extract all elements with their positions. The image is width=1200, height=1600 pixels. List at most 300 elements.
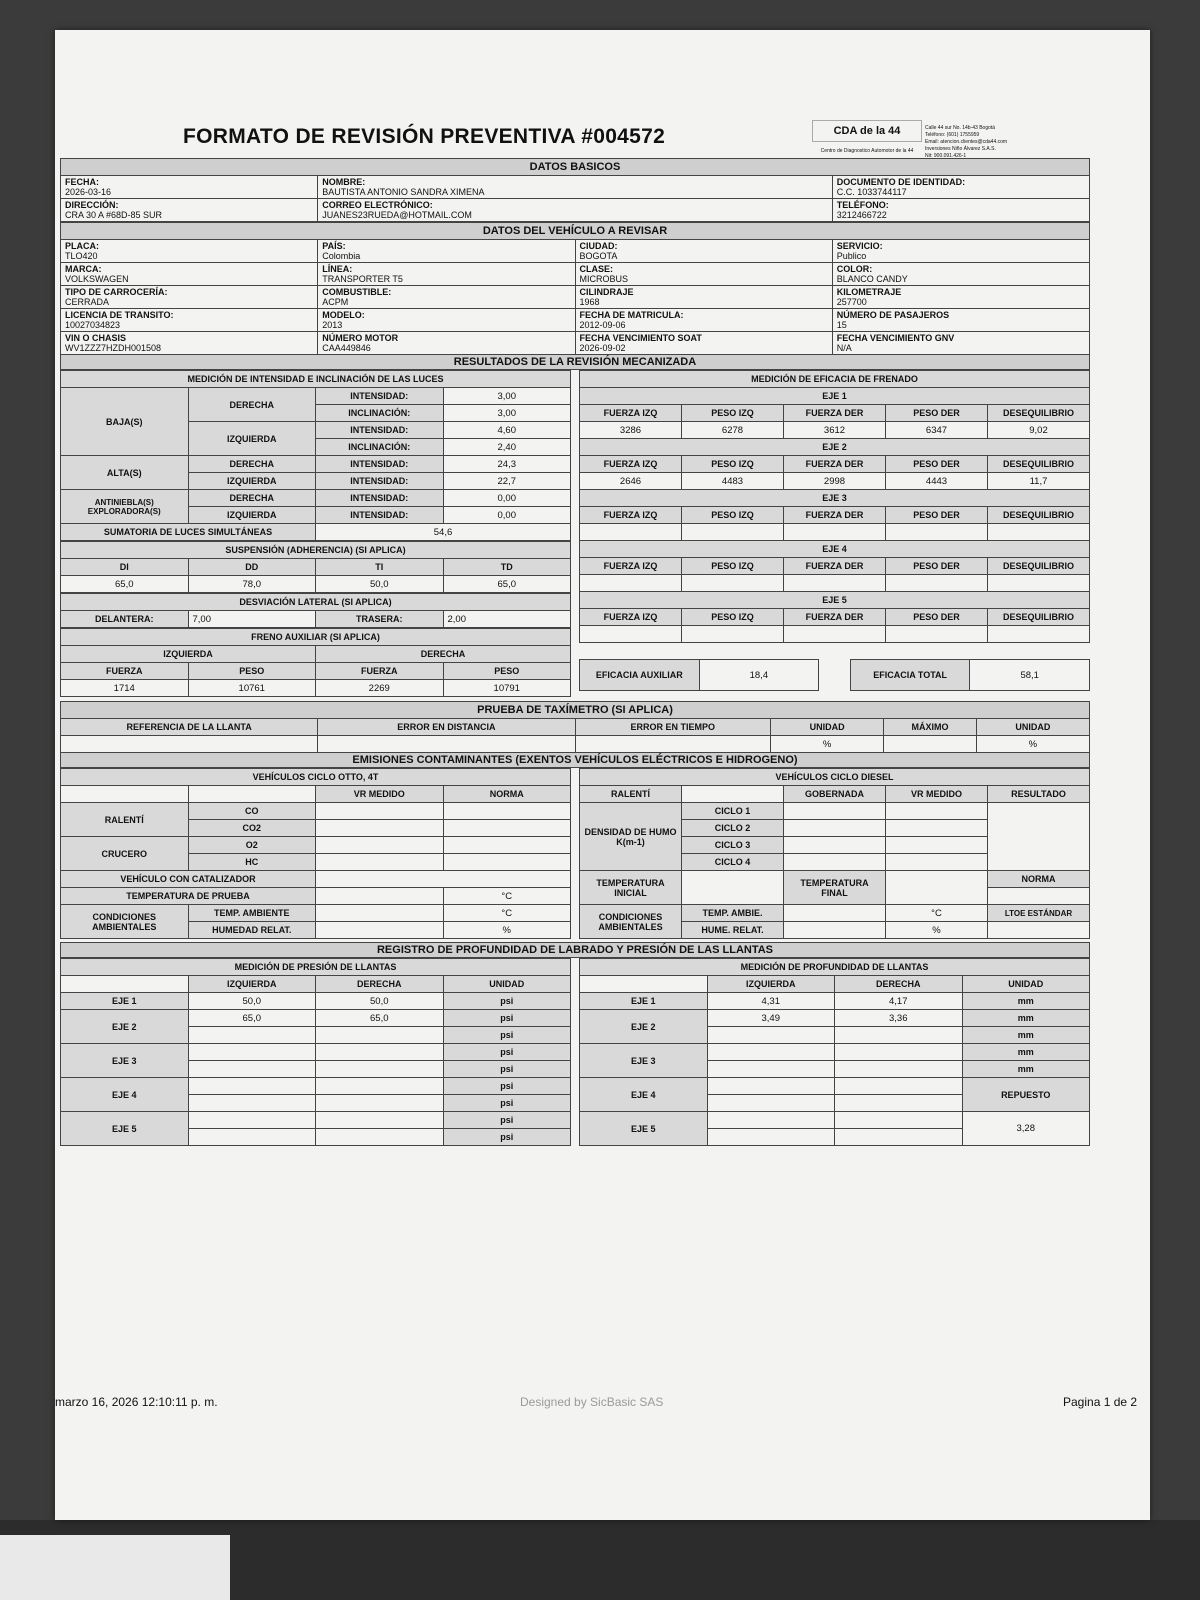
eje1-value: 3612 (784, 422, 886, 439)
empty-cell (316, 1027, 444, 1044)
repuesto-value: 3,28 (962, 1112, 1090, 1146)
motor-cell (318, 332, 575, 355)
eficacia-aux-value: 18,4 (699, 660, 819, 691)
baja-der-inc: 3,00 (443, 405, 571, 422)
empty-cell (316, 922, 444, 939)
unidad-label: UNIDAD (443, 976, 571, 993)
taxi-head: UNIDAD (976, 719, 1089, 736)
eficacia-total-label: EFICACIA TOTAL (850, 660, 970, 691)
form-body (60, 158, 1090, 1146)
telefono-label: TELÉFONO: (836, 200, 889, 210)
izq-label: IZQUIERDA (188, 976, 316, 993)
empty-cell (886, 871, 988, 905)
empty-cell (188, 1129, 316, 1146)
empty-cell (784, 854, 886, 871)
baja-label: BAJA(S) (61, 388, 189, 456)
mm-unit: mm (962, 993, 1090, 1010)
empty-cell (316, 1129, 444, 1146)
izquierda-label: IZQUIERDA (188, 422, 316, 456)
empty-cell (682, 575, 784, 592)
eje-head: PESO DER (886, 609, 988, 626)
pasajeros-label: NÚMERO DE PASAJEROS (836, 310, 950, 320)
eje-label: EJE 4 (580, 1078, 708, 1112)
delantera-label: DELANTERA: (61, 611, 189, 628)
contact-line: Teléfono: (601) 1755959 (925, 132, 980, 138)
susp-value: 65,0 (443, 576, 571, 593)
psi-unit: psi (443, 1078, 571, 1095)
susp-value: 50,0 (316, 576, 444, 593)
temp-final-label: TEMPERATURA FINAL (784, 871, 886, 905)
eje-head: FUERZA DER (784, 405, 886, 422)
diesel-section (579, 768, 1090, 939)
resultado-label: RESULTADO (988, 786, 1090, 803)
empty-cell (316, 1061, 444, 1078)
eje-head: PESO IZQ (682, 558, 784, 575)
cda-subtitle: Centro de Diagnostico Automotor de la 44 (820, 148, 914, 154)
pais-label: PAÍS: (322, 241, 346, 251)
eje2-value: 2646 (580, 473, 682, 490)
empty-cell (575, 736, 771, 753)
contact-line: Inversiones Niño Álvarez S.A.S. (925, 146, 996, 152)
eficacia-total-value: 58,1 (970, 660, 1090, 691)
emisiones-section (60, 768, 1090, 939)
nombre-cell (318, 176, 833, 199)
vr-medido-label: VR MEDIDO (886, 786, 988, 803)
empty-cell (580, 976, 708, 993)
section-title: DATOS DEL VEHÍCULO A REVISAR (61, 223, 1090, 240)
matricula-label: FECHA DE MATRICULA: (579, 310, 684, 320)
correo-label: CORREO ELECTRÓNICO: (322, 200, 433, 210)
alta-izq-int: 22,7 (443, 473, 571, 490)
taximetro-table (60, 701, 1090, 753)
eficacia-auxiliar-table (579, 659, 819, 691)
empty-cell (443, 820, 571, 837)
profundidad-table (579, 958, 1090, 1146)
empty-cell (886, 626, 988, 643)
nombre-label: NOMBRE: (322, 177, 366, 187)
motor-label: NÚMERO MOTOR (322, 333, 399, 343)
empty-cell (707, 1129, 835, 1146)
empty-cell (188, 786, 316, 803)
empty-cell (784, 820, 886, 837)
der-label: DERECHA (835, 976, 963, 993)
empty-cell (188, 1095, 316, 1112)
fuerza-label: FUERZA (61, 663, 189, 680)
servicio-value: Publico (836, 251, 867, 261)
correo-cell (318, 199, 833, 222)
unidad-label: UNIDAD (962, 976, 1090, 993)
empty-cell (886, 837, 988, 854)
intensidad-label: INTENSIDAD: (316, 490, 444, 507)
documento-label: DOCUMENTO DE IDENTIDAD: (836, 177, 966, 187)
servicio-label: SERVICIO: (836, 241, 883, 251)
cilindraje-label: CILINDRAJE (579, 287, 634, 297)
modelo-label: MODELO: (322, 310, 365, 320)
marca-cell (61, 263, 318, 286)
empty-cell (707, 1112, 835, 1129)
empty-cell (886, 575, 988, 592)
eje-label: EJE 5 (580, 1112, 708, 1146)
placa-label: PLACA: (65, 241, 99, 251)
ciclo-label: CICLO 1 (682, 803, 784, 820)
psi-unit: psi (443, 1129, 571, 1146)
empty-cell (316, 905, 444, 922)
ciudad-value: BOGOTA (579, 251, 618, 261)
empty-cell (443, 854, 571, 871)
taxi-head: REFERENCIA DE LA LLANTA (61, 719, 318, 736)
psi-unit: psi (443, 1095, 571, 1112)
carroceria-cell (61, 286, 318, 309)
ralenti-label: RALENTÍ (61, 803, 189, 837)
ciudad-cell (575, 240, 832, 263)
gnv-cell (832, 332, 1089, 355)
eje-label: EJE 5 (61, 1112, 189, 1146)
eje-head: PESO DER (886, 507, 988, 524)
empty-cell (707, 1078, 835, 1095)
nombre-value: BAUTISTA ANTONIO SANDRA XIMENA (322, 187, 485, 197)
eficacia-aux-label: EFICACIA AUXILIAR (580, 660, 700, 691)
eje-head: FUERZA IZQ (580, 609, 682, 626)
taxi-head: MÁXIMO (884, 719, 977, 736)
eje-head: DESEQUILIBRIO (988, 558, 1090, 575)
footer-designed-by: Designed by SicBasic SAS (520, 1395, 664, 1409)
empty-cell (61, 736, 318, 753)
empty-cell (988, 803, 1090, 871)
empty-cell (835, 1078, 963, 1095)
alta-label: ALTA(S) (61, 456, 189, 490)
cond-amb-label: CONDICIONES AMBIENTALES (580, 905, 682, 939)
alta-der-int: 24,3 (443, 456, 571, 473)
susp-head: DI (61, 559, 189, 576)
suspension-table (60, 541, 571, 593)
mm-unit: mm (962, 1027, 1090, 1044)
ciclo-label: CICLO 3 (682, 837, 784, 854)
kilometraje-value: 257700 (836, 297, 867, 307)
baja-izq-int: 4,60 (443, 422, 571, 439)
eje-head: FUERZA IZQ (580, 507, 682, 524)
color-cell (832, 263, 1089, 286)
empty-cell (988, 888, 1090, 905)
combustible-cell (318, 286, 575, 309)
soat-value: 2026-09-02 (579, 343, 626, 353)
presion-value: 50,0 (188, 993, 316, 1010)
page-title: FORMATO DE REVISIÓN PREVENTIVA #004572 (183, 125, 666, 148)
fecha-label: FECHA: (65, 177, 99, 187)
empty-cell (886, 524, 988, 541)
eje-head: DESEQUILIBRIO (988, 609, 1090, 626)
empty-cell (188, 1044, 316, 1061)
otto-table (60, 768, 571, 939)
eje-head: FUERZA IZQ (580, 405, 682, 422)
eje-head: PESO IZQ (682, 609, 784, 626)
empty-cell (580, 524, 682, 541)
vin-cell (61, 332, 318, 355)
ciclo-label: CICLO 4 (682, 854, 784, 871)
eje-label: EJE 2 (580, 1010, 708, 1044)
telefono-cell (832, 199, 1089, 222)
inclinacion-label: INCLINACIÓN: (316, 439, 444, 456)
anti-izq-int: 0,00 (443, 507, 571, 524)
profundidad-title: MEDICIÓN DE PROFUNDIDAD DE LLANTAS (580, 959, 1090, 976)
pais-cell (318, 240, 575, 263)
linea-value: TRANSPORTER T5 (322, 274, 403, 284)
gnv-label: FECHA VENCIMIENTO GNV (836, 333, 955, 343)
empty-cell (318, 736, 575, 753)
cond-amb-label: CONDICIONES AMBIENTALES (61, 905, 189, 939)
kilometraje-cell (832, 286, 1089, 309)
pasajeros-value: 15 (836, 320, 847, 330)
gnv-value: N/A (836, 343, 852, 353)
empty-cell (580, 626, 682, 643)
baja-der-int: 3,00 (443, 388, 571, 405)
delantera-value: 7,00 (188, 611, 316, 628)
eje-head: PESO IZQ (682, 405, 784, 422)
eje-head: PESO DER (886, 405, 988, 422)
empty-cell (886, 854, 988, 871)
empty-cell (988, 524, 1090, 541)
presion-title: MEDICIÓN DE PRESIÓN DE LLANTAS (61, 959, 571, 976)
temp-ambiente-label: TEMP. AMBIENTE (188, 905, 316, 922)
empty-cell (188, 1061, 316, 1078)
eje-title: EJE 5 (580, 592, 1090, 609)
mecanizada-section (60, 370, 1090, 697)
contact-line: Nit: 900.091.426-1 (925, 153, 967, 159)
eje-head: FUERZA IZQ (580, 558, 682, 575)
antiniebla-label: ANTINIEBLA(S) EXPLORADORA(S) (61, 490, 189, 524)
licencia-label: LICENCIA DE TRANSITO: (65, 310, 174, 320)
profundidad-value: 3,36 (835, 1010, 963, 1027)
taximetro-title: PRUEBA DE TAXÍMETRO (SI APLICA) (61, 702, 1090, 719)
eficacia-total-table (850, 659, 1090, 691)
fecha-value: 2026-03-16 (65, 187, 112, 197)
taxi-head: ERROR EN TIEMPO (575, 719, 771, 736)
presion-table (60, 958, 571, 1146)
eficacia-row (579, 659, 1090, 691)
freno-value: 10791 (443, 680, 571, 697)
empty-cell (682, 871, 784, 905)
profundidad-value: 3,49 (707, 1010, 835, 1027)
eje-label: EJE 4 (61, 1078, 189, 1112)
otto-title: VEHÍCULOS CICLO OTTO, 4T (61, 769, 571, 786)
eje-head: FUERZA DER (784, 558, 886, 575)
servicio-cell (832, 240, 1089, 263)
color-value: BLANCO CANDY (836, 274, 908, 284)
intensidad-label: INTENSIDAD: (316, 473, 444, 490)
empty-cell (316, 1095, 444, 1112)
documento-cell (832, 176, 1089, 199)
eje2-value: 2998 (784, 473, 886, 490)
izquierda-label: IZQUIERDA (188, 473, 316, 490)
empty-cell (682, 786, 784, 803)
empty-cell (886, 803, 988, 820)
norma-label: NORMA (443, 786, 571, 803)
desviacion-table (60, 593, 571, 628)
datos-basicos-table (60, 158, 1090, 222)
susp-value: 78,0 (188, 576, 316, 593)
combustible-label: COMBUSTIBLE: (322, 287, 392, 297)
footer-page-number: Pagina 1 de 2 (1063, 1395, 1138, 1409)
eje-title: EJE 2 (580, 439, 1090, 456)
psi-unit: psi (443, 1010, 571, 1027)
pct-unit: % (886, 922, 988, 939)
empty-cell (316, 803, 444, 820)
empty-cell (316, 871, 571, 888)
mecanizada-right (579, 370, 1090, 697)
psi-unit: psi (443, 1112, 571, 1129)
inclinacion-label: INCLINACIÓN: (316, 405, 444, 422)
empty-cell (61, 786, 189, 803)
sumatoria-label: SUMATORIA DE LUCES SIMULTÁNEAS (61, 524, 316, 541)
taxi-unit: % (771, 736, 884, 753)
carroceria-value: CERRADA (65, 297, 110, 307)
intensidad-label: INTENSIDAD: (316, 507, 444, 524)
empty-cell (784, 803, 886, 820)
eje-head: DESEQUILIBRIO (988, 507, 1090, 524)
desk-surface (0, 1535, 230, 1600)
freno-title: FRENO AUXILIAR (SI APLICA) (61, 629, 571, 646)
trasera-label: TRASERA: (316, 611, 444, 628)
eje-head: FUERZA DER (784, 507, 886, 524)
deg-unit: °C (443, 888, 571, 905)
crucero-label: CRUCERO (61, 837, 189, 871)
licencia-cell (61, 309, 318, 332)
empty-cell (784, 575, 886, 592)
marca-value: VOLKSWAGEN (65, 274, 129, 284)
direccion-label: DIRECCIÓN: (65, 200, 119, 210)
empty-cell (835, 1129, 963, 1146)
eje2-value: 11,7 (988, 473, 1090, 490)
empty-cell (784, 837, 886, 854)
pais-value: Colombia (322, 251, 361, 261)
eje2-value: 4443 (886, 473, 988, 490)
mm-unit: mm (962, 1010, 1090, 1027)
modelo-cell (318, 309, 575, 332)
peso-label: PESO (188, 663, 316, 680)
eje-label: EJE 3 (580, 1044, 708, 1078)
repuesto-label: REPUESTO (962, 1078, 1090, 1112)
psi-unit: psi (443, 1061, 571, 1078)
eje-head: FUERZA DER (784, 456, 886, 473)
empty-cell (784, 524, 886, 541)
psi-unit: psi (443, 993, 571, 1010)
kilometraje-label: KILOMETRAJE (836, 287, 902, 297)
eje-head: PESO IZQ (682, 456, 784, 473)
intensidad-label: INTENSIDAD: (316, 388, 444, 405)
soat-label: FECHA VENCIMIENTO SOAT (579, 333, 702, 343)
luces-table (60, 370, 571, 541)
der-label: DERECHA (316, 976, 444, 993)
empty-cell (835, 1112, 963, 1129)
cilindraje-value: 1968 (579, 297, 600, 307)
clase-cell (575, 263, 832, 286)
empty-cell (784, 905, 886, 922)
eje-label: EJE 1 (61, 993, 189, 1010)
empty-cell (835, 1027, 963, 1044)
emisiones-title: EMISIONES CONTAMINANTES (EXENTOS VEHÍCULOS ELÉCTRICOS E HIDROGENO) (60, 753, 1090, 768)
diesel-title: VEHÍCULOS CICLO DIESEL (580, 769, 1090, 786)
sumatoria-value: 54,6 (316, 524, 571, 541)
presion-value: 65,0 (188, 1010, 316, 1027)
cilindraje-cell (575, 286, 832, 309)
hume-label: HUME. RELAT. (682, 922, 784, 939)
mm-unit: mm (962, 1044, 1090, 1061)
eje2-value: 4483 (682, 473, 784, 490)
psi-unit: psi (443, 1044, 571, 1061)
taxi-unit: % (976, 736, 1089, 753)
telefono-value: 3212466722 (836, 210, 887, 220)
marca-label: MARCA: (65, 264, 102, 274)
eje1-value: 6347 (886, 422, 988, 439)
matricula-value: 2012-09-06 (579, 320, 626, 330)
eje-head: PESO IZQ (682, 507, 784, 524)
cda-logo (812, 120, 922, 154)
color-label: COLOR: (836, 264, 873, 274)
profundidad-value: 4,17 (835, 993, 963, 1010)
temp-ambie-label: TEMP. AMBIE. (682, 905, 784, 922)
humedad-label: HUMEDAD RELAT. (188, 922, 316, 939)
combustible-value: ACPM (322, 297, 349, 307)
vin-value: WV1ZZZ7HZDH001508 (65, 343, 162, 353)
correo-value: JUANES23RUEDA@HOTMAIL.COM (322, 210, 472, 220)
empty-cell (580, 575, 682, 592)
empty-cell (316, 1044, 444, 1061)
peso-label: PESO (443, 663, 571, 680)
intensidad-label: INTENSIDAD: (316, 456, 444, 473)
empty-cell (316, 854, 444, 871)
eje-head: DESEQUILIBRIO (988, 405, 1090, 422)
izquierda-label: IZQUIERDA (188, 507, 316, 524)
empty-cell (443, 803, 571, 820)
empty-cell (682, 626, 784, 643)
empty-cell (443, 837, 571, 854)
eje1-value: 9,02 (988, 422, 1090, 439)
llantas-section (60, 958, 1090, 1146)
empty-cell (316, 1078, 444, 1095)
direccion-cell (61, 199, 318, 222)
empty-cell (784, 922, 886, 939)
empty-cell (682, 524, 784, 541)
profundidad-value: 4,31 (707, 993, 835, 1010)
ltoe-label: LTOE ESTÁNDAR (988, 905, 1090, 922)
placa-value: TLO420 (65, 251, 98, 261)
empty-cell (188, 1078, 316, 1095)
clase-value: MICROBUS (579, 274, 629, 284)
empty-cell (835, 1044, 963, 1061)
vin-label: VIN O CHASIS (65, 333, 127, 343)
derecha-label: DERECHA (188, 490, 316, 507)
taxi-head: UNIDAD (771, 719, 884, 736)
fuerza-label: FUERZA (316, 663, 444, 680)
otto-section (60, 768, 571, 939)
placa-cell (61, 240, 318, 263)
documento-value: C.C. 1033744117 (836, 187, 907, 197)
izq-label: IZQUIERDA (707, 976, 835, 993)
frenado-title: MEDICIÓN DE EFICACIA DE FRENADO (580, 371, 1090, 388)
eje1-value: 3286 (580, 422, 682, 439)
mm-unit: mm (962, 1061, 1090, 1078)
empty-cell (188, 1027, 316, 1044)
freno-auxiliar-table (60, 628, 571, 697)
llantas-title: REGISTRO DE PROFUNDIDAD DE LABRADO Y PRESIÓN DE LAS LLANTAS (60, 942, 1090, 958)
cda-logo-text: CDA de la 44 (812, 120, 922, 142)
temp-prueba-label: TEMPERATURA DE PRUEBA (61, 888, 316, 905)
eje-head: FUERZA DER (784, 609, 886, 626)
derecha-label: DERECHA (188, 456, 316, 473)
eje-label: EJE 1 (580, 993, 708, 1010)
eje-title: EJE 1 (580, 388, 1090, 405)
eje-head: FUERZA IZQ (580, 456, 682, 473)
eje-title: EJE 3 (580, 490, 1090, 507)
